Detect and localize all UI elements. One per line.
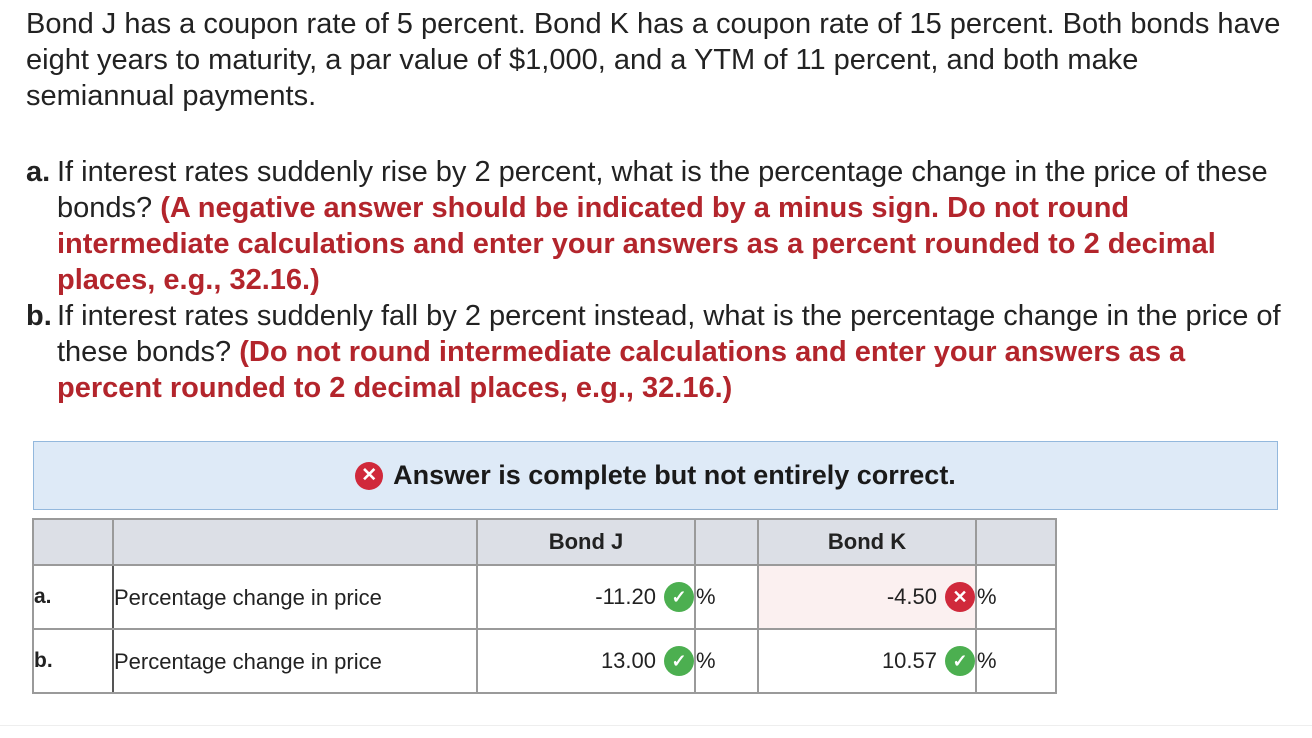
answer-input-value[interactable]: 13.00 (600, 648, 656, 673)
x-circle-icon: ✕ (355, 462, 383, 490)
answer-cell-bond-j[interactable] (477, 565, 695, 629)
divider (0, 725, 1312, 726)
unit-label: % (976, 629, 1056, 693)
question-text (26, 6, 1286, 406)
row-label: Percentage change in price (113, 565, 477, 629)
question-intro: Bond J has a coupon rate of 5 percent. Bond K has a coupon rate of 15 percent. Both bonds have eight years to maturity, a par value of $1,000, and a YTM of 11 percent, and both make semiannual payments. (26, 8, 1281, 112)
check-icon: ✓ (664, 582, 694, 612)
unit-label: % (695, 565, 758, 629)
check-icon: ✓ (664, 646, 694, 676)
row-letter: b. (33, 629, 113, 693)
part-instruction: (Do not round intermediate calculations and enter your answers as a percent rounded to 2 decimal places, e.g., 32.16.) (57, 336, 1186, 404)
answer-input-value[interactable]: 10.57 (881, 648, 937, 673)
table-header-row (33, 519, 1056, 565)
header-bond-k: Bond K (758, 519, 976, 565)
part-letter: b. (26, 300, 52, 332)
answer-cell-bond-k[interactable] (758, 565, 976, 629)
answer-table (32, 518, 1057, 694)
part-question: If interest rates suddenly fall by 2 percent instead, what is the percentage change in the price of these bonds? (57, 300, 1281, 368)
part-instruction: (A negative answer should be indicated by a minus sign. Do not round intermediate calculations and enter your answers as a percent rounded to 2 decimal places, e.g., 32.16.) (57, 192, 1216, 296)
row-letter: a. (33, 565, 113, 629)
row-label: Percentage change in price (113, 629, 477, 693)
x-icon: ✕ (945, 582, 975, 612)
question-part-b (26, 298, 1286, 406)
answer-input-value[interactable]: -4.50 (886, 584, 937, 609)
part-letter: a. (26, 156, 51, 188)
part-question: If interest rates suddenly rise by 2 percent, what is the percentage change in the price of these bonds? (57, 156, 1268, 224)
answer-cell-bond-k[interactable] (758, 629, 976, 693)
question-part-a (26, 154, 1286, 298)
answer-input-value[interactable]: -11.20 (595, 584, 656, 609)
check-icon: ✓ (945, 646, 975, 676)
table-row (33, 629, 1056, 693)
answer-status-banner (33, 441, 1278, 510)
banner-text: Answer is complete but not entirely correct. (393, 460, 956, 490)
unit-label: % (695, 629, 758, 693)
answer-cell-bond-j[interactable] (477, 629, 695, 693)
unit-label: % (976, 565, 1056, 629)
header-bond-j: Bond J (477, 519, 695, 565)
table-row (33, 565, 1056, 629)
